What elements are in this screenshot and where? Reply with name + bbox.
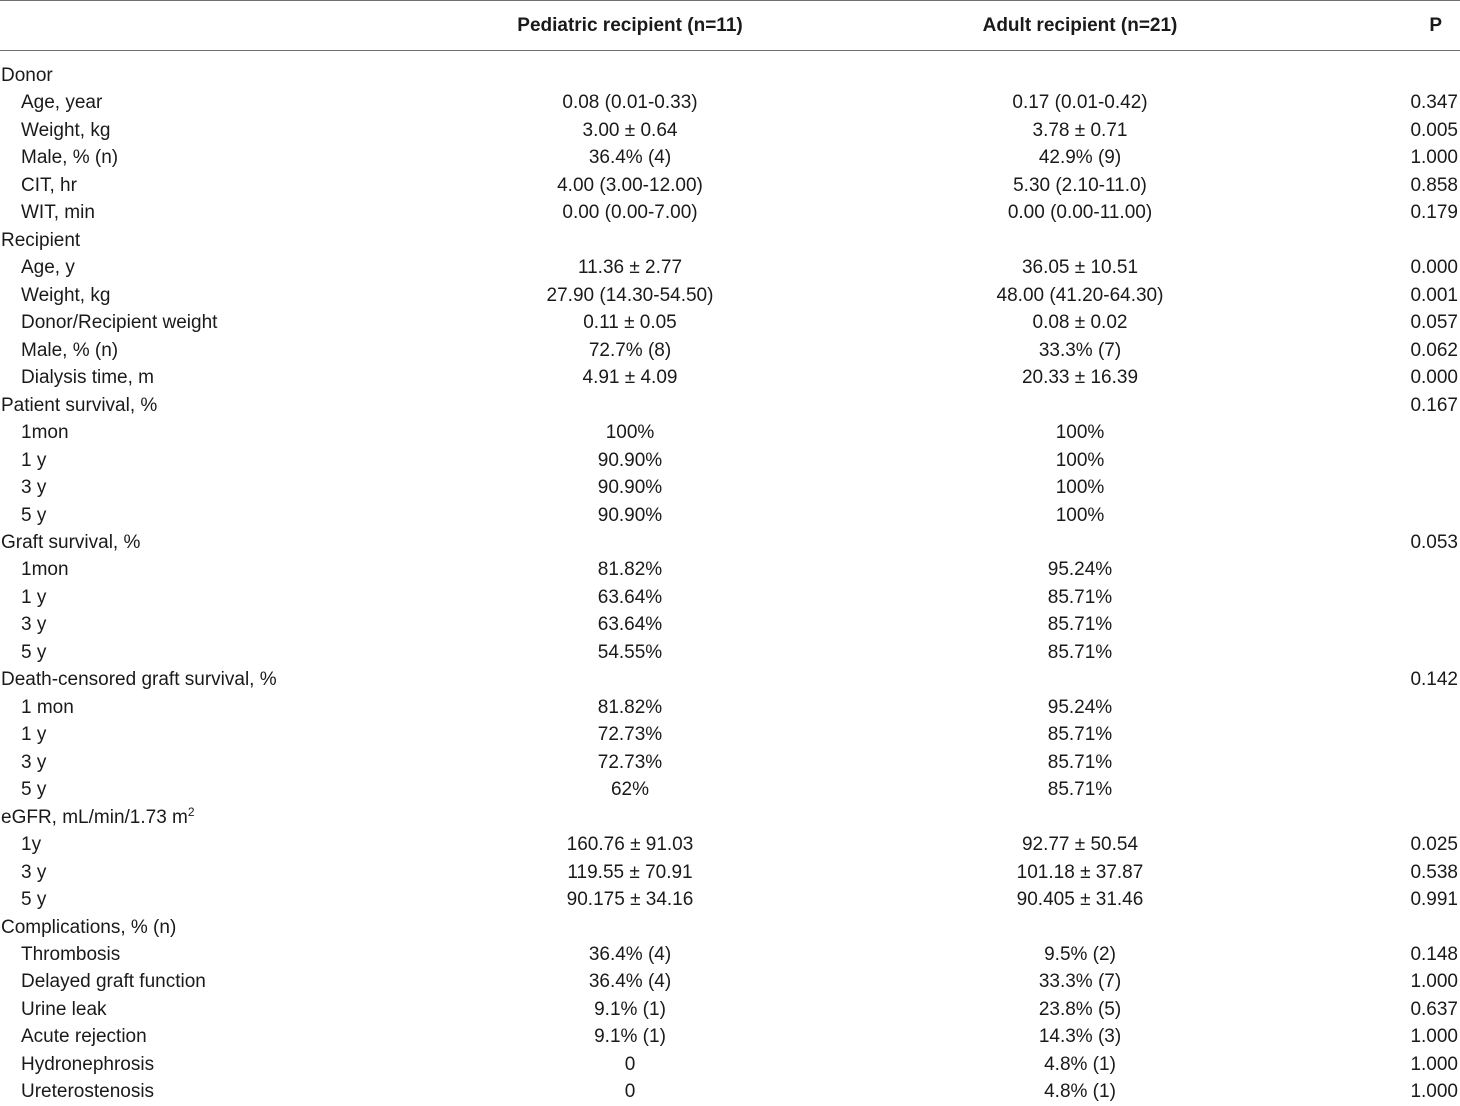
- row-label: [21, 144, 401, 171]
- pediatric-value: [380, 62, 880, 89]
- row-label-text: 1 mon: [21, 696, 74, 718]
- table-row: [0, 89, 1460, 116]
- row-label: [21, 309, 401, 336]
- row-label: [21, 611, 401, 638]
- p-value: 0.001: [1410, 284, 1458, 306]
- row-label-text: 5 y: [21, 504, 47, 526]
- table-row: [0, 1023, 1460, 1050]
- pediatric-value: [380, 804, 880, 831]
- pediatric-value: 72.7% (8): [588, 339, 672, 361]
- row-label: [21, 886, 401, 913]
- row-label-text: Complications, % (n): [1, 916, 177, 938]
- pediatric-value: [380, 227, 880, 254]
- p-value: 0.179: [1410, 202, 1458, 224]
- p-value: 1.000: [1410, 147, 1458, 169]
- row-label: [21, 556, 401, 583]
- pediatric-value: 36.4% (4): [588, 944, 672, 965]
- p-value: [1360, 749, 1458, 776]
- table-section-row: [0, 666, 1460, 693]
- pediatric-value: 9.1% (1): [594, 998, 666, 1020]
- row-label: [21, 968, 401, 995]
- row-label-text: 5 y: [21, 641, 47, 663]
- row-label-text: Death-censored graft survival, %: [1, 669, 277, 691]
- row-label: [21, 584, 401, 611]
- adult-value: [830, 529, 1330, 556]
- table-header-rule: [0, 50, 1460, 51]
- p-value: [1360, 62, 1458, 89]
- pediatric-value: 63.64%: [597, 614, 663, 636]
- row-label: [21, 859, 401, 886]
- p-value: [1360, 611, 1458, 638]
- row-label: [21, 1023, 401, 1050]
- adult-value: 85.71%: [1047, 614, 1113, 636]
- table-row: [0, 1078, 1460, 1105]
- pediatric-value: 90.175 ± 34.16: [566, 889, 694, 911]
- table-row: [0, 639, 1460, 666]
- adult-value: 85.71%: [1047, 779, 1113, 801]
- pediatric-value: [380, 914, 880, 941]
- row-label: [21, 199, 401, 226]
- p-value: [1360, 694, 1458, 721]
- row-label: [21, 831, 401, 858]
- table-row: [0, 144, 1460, 171]
- row-label-text: Patient survival, %: [1, 394, 158, 416]
- p-value: 0.005: [1410, 119, 1458, 141]
- row-label-text: eGFR, mL/min/1.73 m: [1, 806, 188, 828]
- p-value: 1.000: [1410, 1026, 1458, 1048]
- p-value: [1360, 914, 1458, 941]
- p-value: 1.000: [1410, 971, 1458, 993]
- pediatric-value: [380, 529, 880, 556]
- row-label-text: Age, y: [21, 257, 75, 279]
- adult-value: 48.00 (41.20-64.30): [996, 284, 1164, 306]
- table-row: [0, 611, 1460, 638]
- row-label-text: Delayed graft function: [21, 971, 206, 993]
- row-label-text: Donor/Recipient weight: [21, 312, 218, 334]
- row-label-text: Urine leak: [21, 998, 107, 1020]
- p-value: [1360, 502, 1458, 529]
- row-label: [21, 749, 401, 776]
- row-label-text: 5 y: [21, 779, 47, 801]
- adult-value: 20.33 ± 16.39: [1021, 367, 1139, 389]
- row-label-text: 1y: [21, 834, 42, 856]
- table-row: [0, 502, 1460, 529]
- table-row: [0, 419, 1460, 446]
- row-label-text: 1mon: [21, 559, 69, 581]
- pediatric-value: 54.55%: [597, 641, 663, 663]
- pediatric-value: 90.90%: [597, 477, 663, 499]
- adult-value: [830, 666, 1330, 693]
- row-label: [21, 639, 401, 666]
- row-label: [21, 502, 401, 529]
- table-row: [0, 117, 1460, 144]
- adult-value: 95.24%: [1047, 559, 1113, 581]
- row-label: [1, 62, 381, 89]
- pediatric-value: 72.73%: [597, 724, 663, 746]
- row-label: [21, 364, 401, 391]
- pediatric-value: 81.82%: [597, 696, 663, 718]
- row-label: [21, 941, 401, 968]
- adult-value: [830, 62, 1330, 89]
- table-row: [0, 1051, 1460, 1078]
- row-label-text: 1 y: [21, 449, 47, 471]
- p-value: 0.538: [1410, 861, 1458, 883]
- table-body: [0, 62, 1460, 1106]
- row-label-text: CIT, hr: [21, 174, 77, 196]
- pediatric-value: 160.76 ± 91.03: [566, 834, 694, 856]
- adult-value: 42.9% (9): [1038, 147, 1122, 169]
- adult-value: [830, 914, 1330, 941]
- row-label-text: 3 y: [21, 861, 47, 883]
- row-label: [21, 694, 401, 721]
- adult-value: 9.5% (2): [1044, 944, 1116, 965]
- pediatric-value: 11.36 ± 2.77: [577, 257, 683, 279]
- adult-value: 0.08 ± 0.02: [1032, 312, 1128, 334]
- row-label-text: 1mon: [21, 422, 69, 444]
- row-label-text: 1 y: [21, 586, 47, 608]
- pediatric-value: 90.90%: [597, 504, 663, 526]
- adult-value: 85.71%: [1047, 724, 1113, 746]
- row-label: [21, 117, 401, 144]
- table-row: [0, 749, 1460, 776]
- pediatric-value: 81.82%: [597, 559, 663, 581]
- table-row: [0, 364, 1460, 391]
- row-label-text: Dialysis time, m: [21, 367, 155, 389]
- pediatric-value: 36.4% (4): [588, 971, 672, 993]
- row-label: [21, 89, 401, 116]
- adult-value: 101.18 ± 37.87: [1016, 861, 1144, 883]
- pediatric-value: [380, 666, 880, 693]
- pediatric-value: 9.1% (1): [594, 1026, 666, 1048]
- row-label: [1, 666, 381, 693]
- table-section-row: [0, 804, 1460, 831]
- adult-value: 85.71%: [1047, 586, 1113, 608]
- pediatric-value: 4.00 (3.00-12.00): [557, 174, 703, 196]
- pediatric-value: 0: [624, 1081, 636, 1103]
- header-pediatric: Pediatric recipient (n=11): [517, 15, 743, 36]
- p-value: 0.000: [1410, 367, 1458, 389]
- p-value: [1360, 419, 1458, 446]
- adult-value: 14.3% (3): [1038, 1026, 1122, 1048]
- row-label-text: Acute rejection: [21, 1026, 147, 1048]
- row-label: [21, 172, 401, 199]
- table-header-row: [0, 0, 1460, 50]
- adult-value: 4.8% (1): [1044, 1081, 1116, 1103]
- table-row: [0, 941, 1460, 968]
- row-label: [21, 447, 401, 474]
- adult-value: 0.00 (0.00-11.00): [1007, 202, 1153, 224]
- header-p-value: P: [1429, 15, 1442, 36]
- table-row: [0, 254, 1460, 281]
- p-value: 1.000: [1410, 1053, 1458, 1075]
- table-section-row: [0, 914, 1460, 941]
- p-value: 0.991: [1410, 889, 1458, 911]
- p-value: 0.347: [1410, 92, 1458, 114]
- row-label-text: Weight, kg: [21, 284, 111, 306]
- row-label: [21, 419, 401, 446]
- adult-value: 33.3% (7): [1038, 971, 1122, 993]
- row-label: [21, 474, 401, 501]
- row-label: [21, 254, 401, 281]
- table-row: [0, 584, 1460, 611]
- p-value: 0.025: [1410, 834, 1458, 856]
- pediatric-value: 100%: [605, 422, 655, 444]
- row-label: [21, 1051, 401, 1078]
- row-label-text: Weight, kg: [21, 119, 111, 141]
- row-label: [1, 392, 381, 419]
- pediatric-value: 0.08 (0.01-0.33): [562, 92, 698, 114]
- p-value: [1360, 227, 1458, 254]
- p-value: [1360, 804, 1458, 831]
- pediatric-value: 90.90%: [597, 449, 663, 471]
- table-row: [0, 199, 1460, 226]
- table-row: [0, 474, 1460, 501]
- p-value: 0.167: [1410, 394, 1458, 416]
- pediatric-value: 0.00 (0.00-7.00): [562, 202, 698, 224]
- table-row: [0, 859, 1460, 886]
- row-label: [21, 996, 401, 1023]
- p-value: [1360, 556, 1458, 583]
- adult-value: 23.8% (5): [1038, 998, 1122, 1020]
- row-label: [21, 776, 401, 803]
- table-section-row: [0, 392, 1460, 419]
- adult-value: 100%: [1055, 449, 1105, 471]
- row-label-text: 5 y: [21, 889, 47, 911]
- table-row: [0, 172, 1460, 199]
- table-row: [0, 996, 1460, 1023]
- table-row: [0, 282, 1460, 309]
- p-value: 0.057: [1410, 312, 1458, 334]
- pediatric-value: 4.91 ± 4.09: [582, 367, 678, 389]
- pediatric-value: 0: [624, 1053, 636, 1075]
- p-value: [1360, 474, 1458, 501]
- pediatric-value: [380, 392, 880, 419]
- table-row: [0, 447, 1460, 474]
- adult-value: 3.78 ± 0.71: [1032, 119, 1128, 141]
- table-row: [0, 721, 1460, 748]
- p-value: 0.148: [1410, 944, 1458, 965]
- p-value: [1360, 639, 1458, 666]
- p-value: [1360, 447, 1458, 474]
- adult-value: 92.77 ± 50.54: [1021, 834, 1139, 856]
- row-label: [21, 282, 401, 309]
- table-row: [0, 337, 1460, 364]
- row-label-text: Hydronephrosis: [21, 1053, 155, 1075]
- row-label: [21, 1078, 401, 1105]
- adult-value: 90.405 ± 31.46: [1016, 889, 1144, 911]
- p-value: 0.053: [1410, 531, 1458, 553]
- p-value: 0.062: [1410, 339, 1458, 361]
- pediatric-value: 3.00 ± 0.64: [582, 119, 678, 141]
- pediatric-value: 36.4% (4): [588, 147, 672, 169]
- row-label-text: Graft survival, %: [1, 531, 141, 553]
- adult-value: [830, 392, 1330, 419]
- p-value: 1.000: [1410, 1081, 1458, 1103]
- adult-value: [830, 227, 1330, 254]
- table-row: [0, 556, 1460, 583]
- table-row: [0, 886, 1460, 913]
- pediatric-value: 62%: [610, 779, 650, 801]
- adult-value: 36.05 ± 10.51: [1021, 257, 1139, 279]
- row-label-text: Age, year: [21, 92, 103, 114]
- table-section-row: [0, 227, 1460, 254]
- pediatric-value: 63.64%: [597, 586, 663, 608]
- row-label-text: Donor: [1, 65, 53, 86]
- adult-value: 100%: [1055, 422, 1105, 444]
- table-row: [0, 694, 1460, 721]
- pediatric-value: 27.90 (14.30-54.50): [546, 284, 714, 306]
- row-label: [1, 529, 381, 556]
- p-value: [1360, 776, 1458, 803]
- adult-value: [830, 804, 1330, 831]
- row-label-text: Male, % (n): [21, 339, 119, 361]
- row-label-text: Thrombosis: [21, 944, 121, 965]
- p-value: 0.142: [1410, 669, 1458, 691]
- table-row: [0, 309, 1460, 336]
- adult-value: 33.3% (7): [1038, 339, 1122, 361]
- table-row: [0, 968, 1460, 995]
- p-value: 0.637: [1410, 998, 1458, 1020]
- row-label-text: 1 y: [21, 724, 47, 746]
- row-label-text: Ureterostenosis: [21, 1081, 155, 1103]
- adult-value: 100%: [1055, 477, 1105, 499]
- row-label-text: 3 y: [21, 614, 47, 636]
- row-label: [21, 721, 401, 748]
- pediatric-value: 72.73%: [597, 751, 663, 773]
- row-label: [21, 337, 401, 364]
- row-label-superscript: 2: [187, 804, 195, 819]
- table-section-row: [0, 529, 1460, 556]
- row-label-text: Male, % (n): [21, 147, 119, 169]
- row-label: [1, 914, 381, 941]
- p-value: [1360, 721, 1458, 748]
- table-section-row: [0, 62, 1460, 89]
- adult-value: 85.71%: [1047, 751, 1113, 773]
- header-adult: Adult recipient (n=21): [982, 15, 1178, 36]
- adult-value: 5.30 (2.10-11.0): [1013, 174, 1147, 196]
- p-value: [1360, 584, 1458, 611]
- adult-value: 0.17 (0.01-0.42): [1012, 92, 1148, 114]
- adult-value: 95.24%: [1047, 696, 1113, 718]
- row-label-text: 3 y: [21, 751, 47, 773]
- row-label: [1, 227, 381, 254]
- adult-value: 100%: [1055, 504, 1105, 526]
- p-value: 0.000: [1410, 257, 1458, 279]
- table-row: [0, 831, 1460, 858]
- row-label-text: 3 y: [21, 477, 47, 499]
- pediatric-value: 119.55 ± 70.91: [567, 861, 693, 883]
- row-label-text: WIT, min: [21, 202, 95, 224]
- adult-value: 4.8% (1): [1044, 1053, 1116, 1075]
- p-value: 0.858: [1410, 174, 1458, 196]
- pediatric-value: 0.11 ± 0.05: [583, 312, 677, 334]
- row-label: [1, 804, 381, 831]
- adult-value: 85.71%: [1047, 641, 1113, 663]
- row-label-text: Recipient: [1, 229, 81, 251]
- table-row: [0, 776, 1460, 803]
